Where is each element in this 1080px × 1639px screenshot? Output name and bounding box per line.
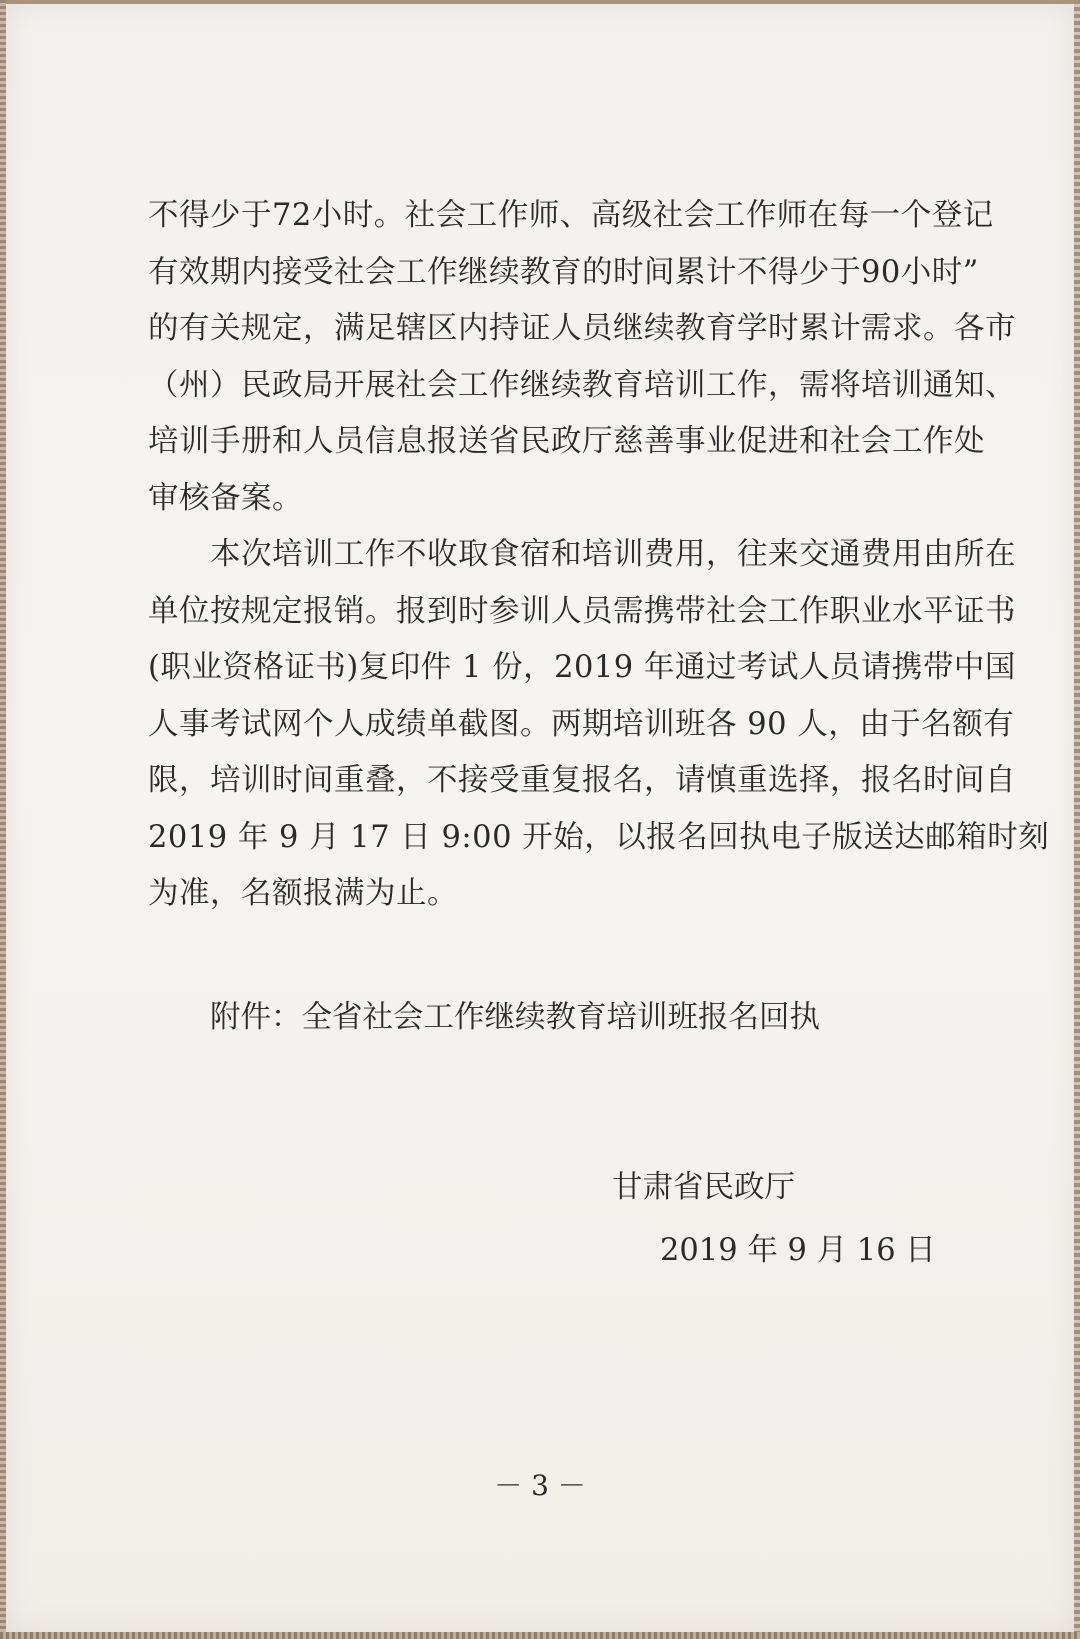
page-number: － 3 －: [494, 1469, 586, 1502]
body-line: 的有关规定，满足辖区内持证人员继续教育学时累计需求。各市: [148, 311, 1016, 346]
issuing-organization: 甘肃省民政厅: [612, 1170, 795, 1205]
scan-edge-right: [1074, 0, 1080, 1639]
document-body: [148, 188, 1050, 923]
body-line: 有效期内接受社会工作继续教育的时间累计不得少于90小时”: [148, 254, 979, 290]
scan-edge-bottom: [0, 1632, 1080, 1639]
body-line: 人事考试网个人成绩单截图。两期培训班各 90 人，由于名额有: [148, 706, 1015, 742]
body-line: (职业资格证书)复印件 1 份，2019 年通过考试人员请携带中国: [148, 650, 1016, 685]
body-line: 2019 年 9 月 17 日 9:00 开始，以报名回执电子版送达邮箱时刻: [148, 819, 1050, 855]
body-line: 单位按规定报销。报到时参训人员需携带社会工作职业水平证书: [148, 593, 1016, 629]
body-line: （州）民政局开展社会工作继续教育培训工作，需将培训通知、: [148, 367, 1016, 403]
body-line: 审核备案。: [148, 480, 303, 516]
issue-date: 2019 年 9 月 16 日: [660, 1233, 936, 1268]
body-line: 为准，名额报满为止。: [148, 876, 458, 911]
body-line: 培训手册和人员信息报送省民政厅慈善事业促进和社会工作处: [148, 424, 985, 459]
body-line: 本次培训工作不收取食宿和培训费用，往来交通费用由所在: [210, 537, 1016, 572]
body-line: 限，培训时间重叠，不接受重复报名，请慎重选择，报名时间自: [148, 763, 1016, 798]
attachment-note: 附件：全省社会工作继续教育培训班报名回执: [210, 1000, 820, 1035]
body-line: 不得少于72小时。社会工作师、高级社会工作师在每一个登记: [148, 198, 994, 233]
